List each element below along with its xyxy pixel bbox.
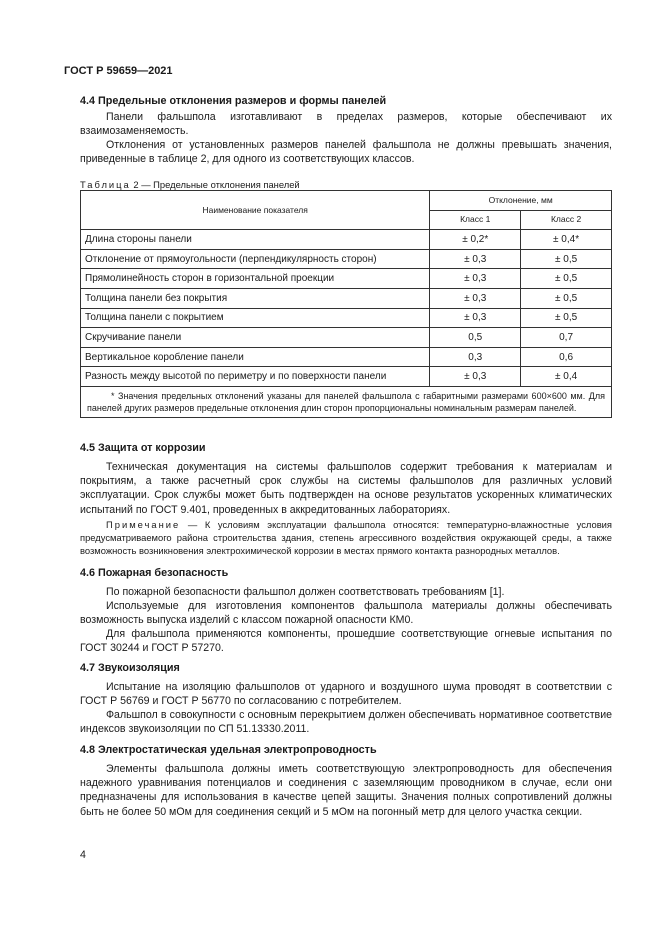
section-4-8-title: 4.8 Электростатическая удельная электропроводность xyxy=(80,744,377,756)
row-name: Толщина панели без покрытия xyxy=(81,288,430,308)
table-row xyxy=(81,249,612,269)
section-4-5-para-1: Техническая документация на системы фальшполов содержит требования к материалам и покрытиям, а также расчетный срок службы на системы фальшполов для различных условий эксплуатации. Срок службы может быть подтвержден на основе результатов ускоренных климатических испытаний по ГОСТ 9.401, проведенных в аккредитованных лабораториях. xyxy=(80,461,612,516)
section-4-5-title: 4.5 Защита от коррозии xyxy=(80,442,206,454)
table-row xyxy=(81,367,612,387)
row-class-1: ± 0,3 xyxy=(430,269,521,289)
section-4-4-title: 4.4 Предельные отклонения размеров и формы панелей xyxy=(80,95,387,107)
row-class-1: ± 0,3 xyxy=(430,249,521,269)
row-name: Разность между высотой по периметру и по поверхности панели xyxy=(81,367,430,387)
column-header-name: Наименование показателя xyxy=(81,191,430,230)
table-row xyxy=(81,328,612,348)
row-name: Прямолинейность сторон в горизонтальной проекции xyxy=(81,269,430,289)
section-4-6-title: 4.6 Пожарная безопасность xyxy=(80,567,229,579)
table-row xyxy=(81,230,612,250)
row-class-2: ± 0,5 xyxy=(521,249,612,269)
section-4-7-para-2: Фальшпол в совокупности с основным перекрытием должен обеспечивать нормативное соответствие индексов звукоизоляции по СП 51.13330.2011. xyxy=(80,709,612,736)
section-4-7-title: 4.7 Звукоизоляция xyxy=(80,662,180,674)
row-name: Отклонение от прямоугольности (перпендикулярность сторон) xyxy=(81,249,430,269)
column-header-class-2: Класс 2 xyxy=(521,210,612,230)
row-class-2: ± 0,4 xyxy=(521,367,612,387)
row-class-2: 0,7 xyxy=(521,328,612,348)
table-row xyxy=(81,308,612,328)
section-4-6-para-1: По пожарной безопасности фальшпол должен соответствовать требованиям [1]. xyxy=(106,586,505,598)
table-footnote-row xyxy=(81,386,612,417)
row-class-2: ± 0,5 xyxy=(521,308,612,328)
section-4-5-note xyxy=(80,518,612,557)
row-name: Толщина панели с покрытием xyxy=(81,308,430,328)
row-class-1: ± 0,3 xyxy=(430,367,521,387)
table-footnote: * Значения предельных отклонений указаны для панелей фальшпола с габаритными размерами 600×600 мм. Для панелей других размеров предельные отклонения длин сторон пропорциональны номинальным размерам панелей. xyxy=(81,386,612,417)
row-class-1: 0,3 xyxy=(430,347,521,367)
section-4-7-para-1: Испытание на изоляцию фальшполов от ударного и воздушного шума проводят в соответствии с ГОСТ Р 56769 и ГОСТ Р 56770 по согласованию с потребителем. xyxy=(80,681,612,708)
note-text: — К условиям эксплуатации фальшпола относятся: температурно-влажностные условия предусматриваемого района строительства здания, степень агрессивного воздействия окружающей среды, а также возможность возникновения электрохимической коррозии в местах прямого контакта разнородных металлов. xyxy=(80,519,612,556)
row-class-1: ± 0,3 xyxy=(430,288,521,308)
table-caption-text: 2 — Предельные отклонения панелей xyxy=(133,179,300,190)
section-4-6-para-2: Используемые для изготовления компонентов фальшпола материалы должны обеспечивать возможность выпуска изделий с классом пожарной опасности КМ0. xyxy=(80,600,612,627)
table-row xyxy=(81,288,612,308)
page-number: 4 xyxy=(80,849,86,861)
document-header: ГОСТ Р 59659—2021 xyxy=(64,65,173,77)
row-class-2: ± 0,5 xyxy=(521,288,612,308)
row-class-2: ± 0,4* xyxy=(521,230,612,250)
deviation-table xyxy=(80,190,612,418)
row-name: Скручивание панели xyxy=(81,328,430,348)
section-4-8-para-1: Элементы фальшпола должны иметь соответствующую электропроводность для обеспечения надежного уравнивания потенциалов и соединения с заземляющим проводником в случае, если они предназначены для использования в качестве цепей защиты. Значения полных сопротивлений должны быть не более 50 мОм для соединения секций и 5 мОм на погонный метр для целого участка секции. xyxy=(80,763,612,818)
table-row xyxy=(81,269,612,289)
row-class-1: ± 0,2* xyxy=(430,230,521,250)
row-name: Длина стороны панели xyxy=(81,230,430,250)
table-row xyxy=(81,347,612,367)
row-class-2: 0,6 xyxy=(521,347,612,367)
column-header-class-1: Класс 1 xyxy=(430,210,521,230)
row-class-1: 0,5 xyxy=(430,328,521,348)
section-4-4-para-2: Отклонения от установленных размеров панелей фальшпола не должны превышать значения, приведенные в таблице 2, для одного из соответствующих классов. xyxy=(80,139,612,166)
row-name: Вертикальное коробление панели xyxy=(81,347,430,367)
column-header-deviation: Отклонение, мм xyxy=(430,191,612,211)
table-caption-prefix: Таблица xyxy=(80,179,131,190)
row-class-2: ± 0,5 xyxy=(521,269,612,289)
section-4-4-para-1: Панели фальшпола изготавливают в пределах размеров, которые обеспечивают их взаимозаменяемость. xyxy=(80,111,612,138)
note-label: Примечание xyxy=(106,519,181,530)
row-class-1: ± 0,3 xyxy=(430,308,521,328)
section-4-6-para-3: Для фальшпола применяются компоненты, прошедшие соответствующие огневые испытания по ГОСТ 30244 и ГОСТ Р 57270. xyxy=(80,628,612,655)
